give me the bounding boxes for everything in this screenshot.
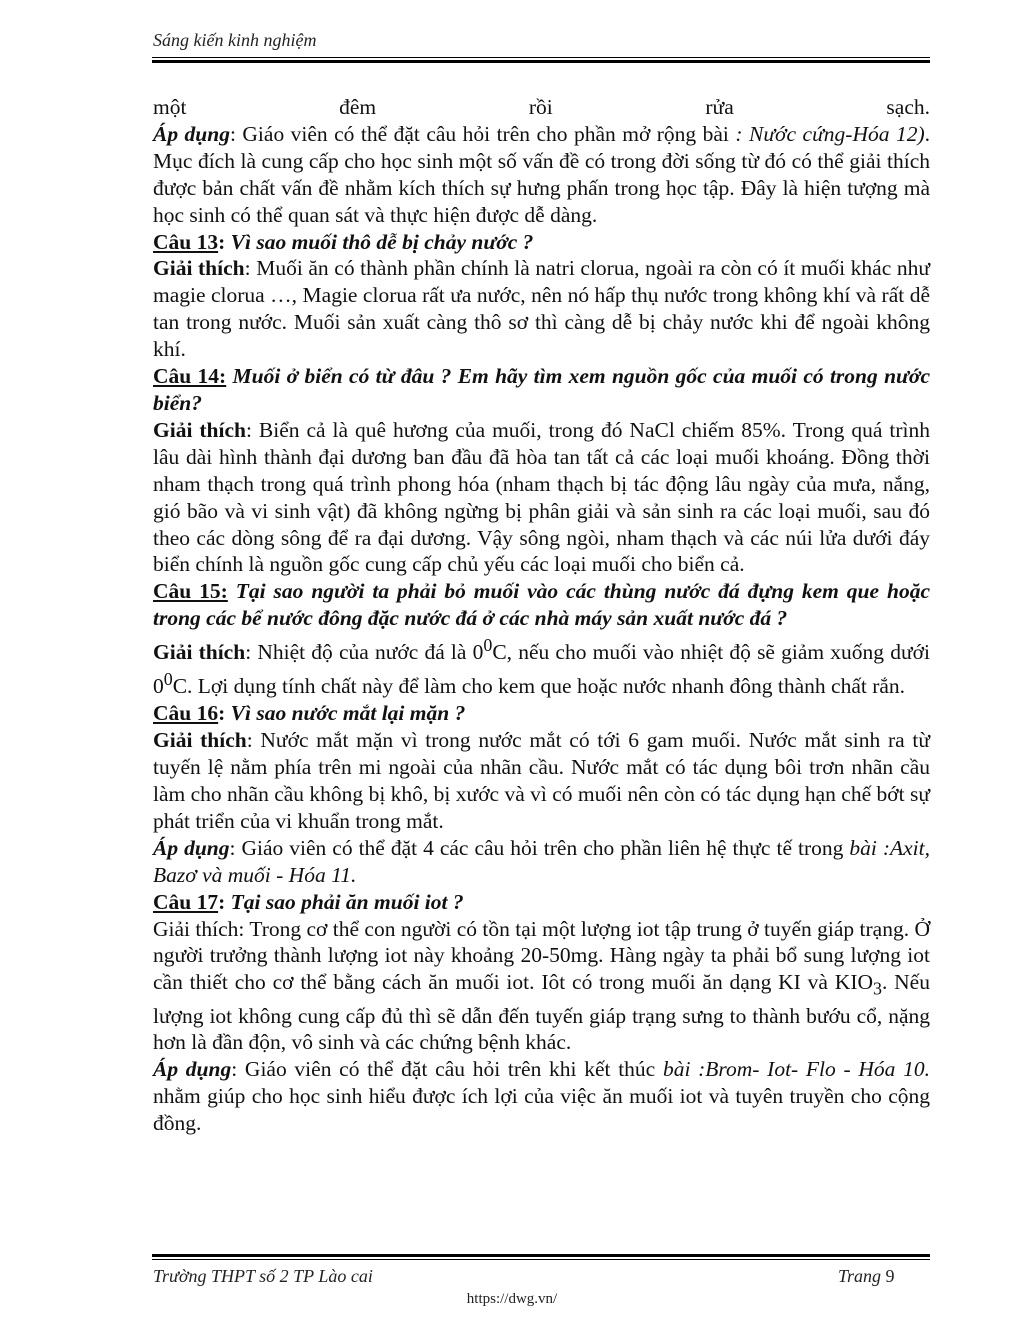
question-label: Câu 17 (153, 889, 219, 914)
header-title: Sáng kiến kinh nghiệm (153, 30, 317, 50)
lesson-ref: bài :Brom- Iot- Flo - Hóa 10. (662, 1057, 930, 1082)
apply-paragraph-2 (153, 835, 930, 889)
page-number: 9 (885, 1266, 895, 1286)
apply-text: : Giáo viên có thể đặt 4 các câu hỏi trên cho phần liên hệ thực tế trong (229, 835, 850, 860)
explanation-text: : Biển cả là quê hương của muối, trong đó NaCl chiếm 85%. Trong quá trình lâu dài hình thành đại dương ban đầu đã hòa tan tất cả các loại muối khoáng. Đồng thời nham thạch trong quá trình phong hóa (nham thạch bị tác động lâu ngày của mưa, nắng, gió bão và vi sinh vật) đã không ngừng bị phân giải và sản sinh ra các loại muối, sau đó theo các dòng sông để ra đại dương. Vậy sông ngòi, nham thạch và các núi lửa dưới đáy biển chính là nguồn gốc cung cấp chủ yếu các loại muối cho biển cả. (153, 417, 930, 577)
question-text: Vì sao muối thô dễ bị chảy nước ? (225, 229, 534, 254)
apply-text: nhằm giúp cho học sinh hiểu được ích lợi của việc ăn muối iot và tuyên truyền cho cộng đồng. (153, 1084, 930, 1136)
header-rule-thin (152, 57, 930, 58)
question-17 (153, 889, 930, 916)
apply-paragraph-1 (153, 121, 930, 229)
apply-paragraph-3 (153, 1056, 930, 1137)
question-colon: : (218, 701, 226, 726)
explanation-text: Giải thích: Trong cơ thể con người có tồn tại một lượng iot tập trung ở tuyến giáp trạng. Ở người trưởng thành lượng iot này khoảng 20-50mg. Hàng ngày ta phải bổ sung lượng iot cần thiết cho cơ thể bằng cách ăn muối iot. Iôt có trong muối ăn dạng KI và KIO (153, 916, 930, 995)
explanation-text: . Nếu lượng iot không cung cấp đủ thì sẽ dẫn đến tuyến giáp trạng sưng to thành bướu cổ, nặng hơn là đần độn, vô sinh và các chứng bệnh khác. (153, 970, 930, 1055)
question-text: Tại sao người ta phải bỏ muối vào các thùng nước đá đựng kem que hoặc trong các bể nước đông đặc nước đá ở các nhà máy sản xuất nước đá ? (153, 579, 930, 631)
question-text: Vì sao nước mắt lại mặn ? (225, 701, 466, 726)
question-label: Câu 16 (153, 701, 219, 726)
question-colon: : (218, 229, 226, 254)
apply-label: Áp dụng (153, 121, 230, 146)
page-label: Trang (838, 1266, 882, 1286)
explanation-text: : Muối ăn có thành phần chính là natri clorua, ngoài ra còn có ít muối khác như magie clorua …, Magie clorua rất ưa nước, nên nó hấp thụ nước trong không khí và rất dễ tan trong nước. Muối sản xuất càng thô sơ thì càng dễ bị chảy nước khi để ngoài không khí. (153, 256, 931, 362)
question-label: Câu 15: (153, 579, 228, 604)
explanation-label: Giải thích (153, 417, 246, 442)
lesson-ref: : Nước cứng-Hóa 12) (735, 121, 925, 146)
question-13 (153, 229, 930, 256)
apply-text: : Giáo viên có thể đặt câu hỏi trên cho phần mở rộng bài (229, 121, 736, 146)
explanation-label: Giải thích (153, 728, 247, 753)
question-label: Câu 14: (153, 364, 227, 389)
footer-url[interactable]: https://dwg.vn/ (466, 1291, 558, 1307)
footer-rule-thin (152, 1259, 930, 1260)
question-16 (153, 700, 930, 727)
superscript: 0 (483, 635, 493, 656)
explanation-text: : Nước mắt mặn vì trong nước mắt có tới 6 gam muối. Nước mắt sinh ra từ tuyến lệ nằm phía trên mi ngoài của nhãn cầu. Nước mắt có tác dụng bôi trơn nhãn cầu làm cho nhãn cầu không bị khô, bị xước và vì có muối nên còn có tác dụng hạn chế bớt sự phát triển của vi khuẩn trong mắt. (153, 728, 930, 833)
question-label: Câu 13 (153, 229, 219, 254)
explanation-label: Giải thích (153, 256, 245, 281)
apply-label: Áp dụng (153, 835, 230, 860)
explanation-text: C. Lợi dụng tính chất này để làm cho kem que hoặc nước nhanh đông thành chất rắn. (172, 674, 906, 699)
apply-text: . Mục đích là cung cấp cho học sinh một số vấn đề có trong đời sống từ đó có thể giải thích được bản chất vấn đề nhằm kích thích sự hưng phấn trong học tập. Đây là hiện tượng mà học sinh có thể quan sát và thực hiện được dễ dàng. (153, 121, 930, 227)
question-colon: : (218, 889, 226, 914)
continued-line: một đêm rồi rửa sạch. (153, 95, 930, 119)
explanation-17 (153, 916, 930, 1057)
footer-school: Trường THPT số 2 TP Lào cai (153, 1266, 373, 1286)
explanation-16 (153, 727, 930, 835)
explanation-text: : Nhiệt độ của nước đá là 0 (245, 640, 484, 665)
footer-rule-thick (152, 1254, 930, 1257)
footer-page (838, 1266, 895, 1287)
explanation-text: C, nếu cho muối vào nhiệt độ sẽ giảm xuống dưới 0 (153, 640, 930, 699)
question-15 (153, 578, 930, 632)
question-text: Tại sao phải ăn muối iot ? (225, 889, 464, 914)
explanation-label: Giải thích (153, 640, 246, 665)
question-text: Muối ở biển có từ đâu ? Em hãy tìm xem nguồn gốc của muối có trong nước biển? (153, 364, 930, 415)
explanation-15 (153, 632, 930, 700)
explanation-13 (153, 255, 930, 363)
header-rule-thick (152, 60, 930, 63)
page-body (153, 94, 930, 1137)
lesson-ref: bài :Axit, Bazơ và muối - Hóa 11. (153, 835, 931, 887)
explanation-14 (153, 417, 930, 578)
question-14 (153, 363, 930, 417)
superscript: 0 (163, 669, 173, 690)
subscript: 3 (873, 978, 882, 999)
apply-label: Áp dụng (153, 1057, 232, 1082)
apply-text: : Giáo viên có thể đặt câu hỏi trên khi kết thúc (231, 1057, 663, 1082)
